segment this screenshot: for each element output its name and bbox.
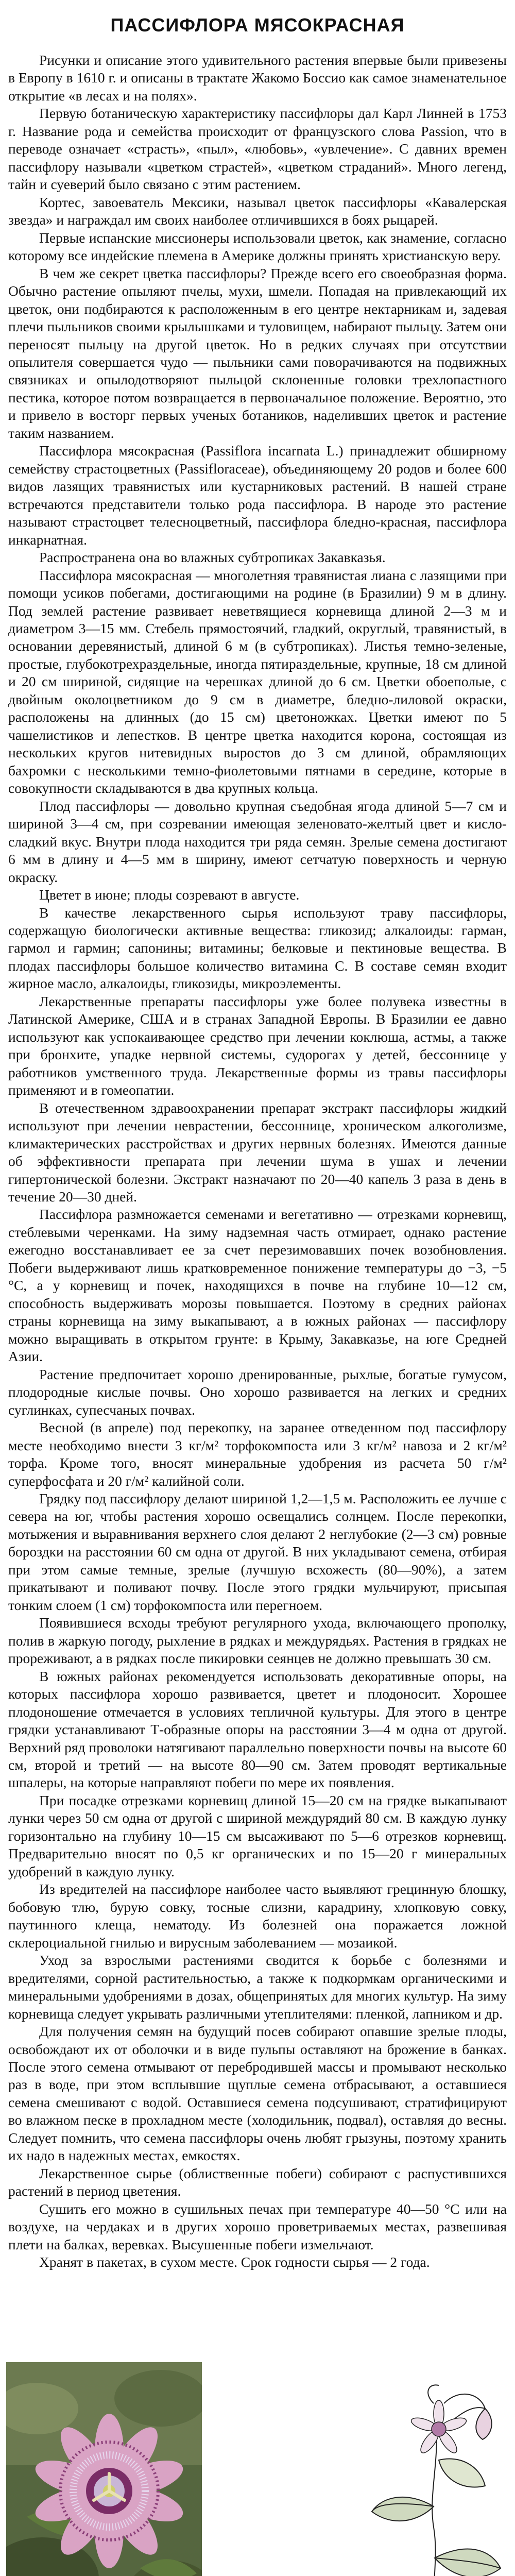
paragraph: Грядку под пассифлору делают шириной 1,2—1,5 м. Расположить ее лучше с севера на юг, чтобы растения хорошо освещались солнцем. После перекопки, мотыжения и выравнивания верхнего слоя делают 2 неглубокие (2—3 см) ровные бороздки на расстоянии 60 см одна от другой. В них укладывают семена, отбирая при этом самые темные, зрелые (лучшую всхожесть (80—90%), а затем прикатывают и поливают почву. После этого грядки мульчируют, присыпая тонким слоем (1 см) торфокомпоста или перегноем. — [8, 1490, 507, 1613]
paragraph: Появившиеся всходы требуют регулярного ухода, включающего прополку, полив в жаркую погоду, рыхление в рядках и междурядьях. Растения в грядках не прореживают, а в рядках после пикировки сеянцев не должно превышать 30 см. — [8, 1615, 507, 1667]
paragraph: Цветет в июне; плоды созревают в августе. — [39, 887, 300, 903]
paragraph: В южных районах рекомендуется использовать декоративные опоры, на которых пассифлора хорошо развивается, цветет и плодоносит. Хорошее плодоношение отмечается в условиях тепличной культуры. Для этого в центре грядки устанавливают Т-образные опоры на расстоянии 3—4 м одна от другой. Верхний ряд проволоки натягивают параллельно поверхности почвы на высоте 60 см, второй и третий — на высоте 80—90 см. Затем проводят вертикальные шпалеры, на которые направляют побеги по мере их появления. — [8, 1668, 507, 1791]
paragraph: Пассифлора мясокрасная — многолетняя травянистая лиана с лазящими при помощи усиков побегами, достигающими на родине (в Бразилии) 9 м в длину. Под землей растение развивает неветвящиеся корневища длиной 2—3 м и диаметром 3—15 мм. Стебель прямостоячий, гладкий, округлый, травянистый, в основании деревянистый, длиной 6 м (в субтропиках). Листья темно-зеленые, простые, глубокотрехраздельные, иногда пятираздельные, крупные, 18 см длиной и 20 см шириной, сидящие на черешках длиной до 6 см. Цветки обоеполые, с двойным околоцветником до 9 см в диаметре, бледно-лиловой окраски, расположены на длинных (до 15 см) цветоножках. Цветки имеют по 5 чашелистиков и лепестков. В центре цветка находится корона, состоящая из нескольких кругов нитевидных выростов до 3 см длиной, обрамляющих бахромки с несколькими темно-фиолетовыми пятнами в середине, которые в совокупности складываются в два крупных кольца. — [8, 567, 507, 796]
page-title: ПАССИФЛОРА МЯСОКРАСНАЯ — [110, 14, 405, 36]
paragraph: Плод пассифлоры — довольно крупная съедобная ягода длиной 5—7 см и шириной 3—4 см, при созревании имеющая зеленовато-желтый цвет и кисло-сладкий вкус. Внутри плода находится три ряда семян. Зрелые семена достигают 6 мм в длину и 4—5 мм в ширину, имеют сетчатую поверхность и черную окраску. — [8, 798, 507, 885]
passionflower-botanical-drawing-icon — [362, 2372, 509, 2576]
paragraph: Пассифлора размножается семенами и вегетативно — отрезками корневищ, стеблевыми черенками. На зиму надземная часть отмирает, однако растение ежегодно восстанавливает ее за счет перезимовавших почек возобновления. Побеги выдерживают лишь кратковременное понижение температуры до −3, −5 °С, а у корневищ и почек, находящихся в почве на глубине 10—12 см, способность выдерживать морозы повышается. Поэтому в средних районах страны корневища на зиму выкапывают, а в южных районах — пассифлору можно выращивать в открытом грунте: в Крыму, Закавказье, на юге Средней Азии. — [8, 1206, 507, 1365]
paragraph: В отечественном здравоохранении препарат экстракт пассифлоры жидкий используют при лечении неврастении, бессоннице, хроническом алкоголизме, климактерических расстройствах и других нервных болезнях. Имеются данные об эффективности препарата при лечении шума в ушах и лечении гипертонической болезни. Экстракт назначают по 20—40 капель 3 раза в день в течение 20—30 дней. — [8, 1099, 507, 1205]
paragraph: Лекарственные препараты пассифлоры уже более полувека известны в Латинской Америке, США и в странах Западной Европы. В Бразилии ее давно используют как успокаивающее средство при лечении коклюша, астмы, а также при бронхите, упадке нервной системы, судорогах у детей, бессоннице у работников умственного труда. Лекарственные формы из травы пассифлоры применяют и в гомеопатии. — [8, 993, 507, 1098]
illustrations — [6, 2362, 509, 2576]
paragraph: Уход за взрослыми растениями сводится к борьбе с болезнями и вредителями, сорной растительностью, а также к подкормкам органическими и минеральными удобрениями в дозах, общепринятых для многих культур. На зиму корневища следует укрывать различными утеплителями: пленкой, лапником и др. — [8, 1952, 507, 2022]
paragraph: Растение предпочитает хорошо дренированные, рыхлые, богатые гумусом, плодородные кислые почвы. Оно хорошо развивается на легких и средних суглинках, супесчаных почвах. — [8, 1366, 507, 1418]
paragraph: Первую ботаническую характеристику пассифлоры дал Карл Линней в 1753 г. Название рода и семейства происходит от французского слова Passion, что в переводе означает «страсть», «пыл», «любовь», «увлечение». С давних времен пассифлору называли «цветком страстей», «цветком страданий». Много легенд, тайн и суеверий было связано с этим растением. — [8, 105, 507, 193]
paragraph: Из вредителей на пассифлоре наиболее часто выявляют грецинную блошку, бобовую тлю, бурую совку, тосные слизни, карадрину, хлопковую совку, паутинного клеща, нематоду. Из болезней она поражается ложной склероциальной гнилью и вирусным заболеванием — мозаикой. — [8, 1881, 507, 1951]
article-body — [8, 52, 507, 2354]
paragraph: Пассифлора мясокрасная (Passiflora incarnata L.) принадлежит обширному семейству страстоцветных (Passifloraceae), объединяющему 20 родов и более 600 видов лазящих травянистых или кустарниковых растений. В нашей стране встречаются представители только рода пассифлора. В народе это растение называют страстоцвет телесноцветный, пассифлора бледно-красная, пассифлора инкарнатная. — [8, 443, 507, 548]
paragraph: При посадке отрезками корневищ длиной 15—20 см на грядке выкапывают лунки через 50 см одна от другой с шириной междурядий 80 см. В каждую лунку горизонтально на глубину 10—15 см высаживают по 5—6 отрезков корневищ. Предварительно вносят по 0,5 кг органических и по 15—20 г минеральных удобрений в каждую лунку. — [8, 1792, 507, 1879]
paragraph: Хранят в пакетах, в сухом месте. Срок годности сырья — 2 года. — [39, 2254, 430, 2270]
paragraph: В качестве лекарственного сырья используют траву пассифлоры, содержащую биологически активные вещества: гликозид; алкалоиды: гарман, гармол и гармин; сапонины; витамины; белковые и пектиновые вещества. В плодах пассифлоры большое количество витамина С. В составе семян входит жирное масло, алкалоиды, гликозиды, микроэлементы. — [8, 904, 507, 992]
paragraph: Лекарственное сырье (облиственные побеги) собирают с распустившихся растений в период цветения. — [8, 2165, 507, 2199]
paragraph: Весной (в апреле) под перекопку, на заранее отведенном под пассифлору месте необходимо внести 3 кг/м² торфокомпоста или 3 кг/м² навоза и 2 кг/м² торфа. Кроме того, вносят минеральные удобрения из расчета 50 г/м² суперфосфата и 20 г/м² калийной соли. — [8, 1419, 507, 1489]
paragraph: Распространена она во влажных субтропиках Закавказья. — [39, 549, 386, 566]
paragraph: Кортес, завоеватель Мексики, называл цветок пассифлоры «Кавалерская звезда» и награждал им своих наиболее отличившихся в боях рыцарей. — [8, 194, 507, 228]
paragraph: В чем же секрет цветка пассифлоры? Прежде всего его своеобразная форма. Обычно растение опыляют пчелы, мухи, шмели. Попадая на привлекающий их цветок, они подбираются к расположенным в его центре нектарникам и, задевая плечи пыльников своими крылышками и туловищем, набирают пыльцу. Затем они переносят пыльцу на другой цветок. Но в редких случаях при отсутствии опылителя совершается чудо — пыльники сами поворачиваются на подвижных связниках и опылодотворяют пыльцой склоненные головки трехлопастного пестика, которое потом возвращается в первоначальное положение. Вероятно, это и привело в восторг первых ученых ботаников, наделивших цветок и растение таким названием. — [8, 265, 507, 441]
paragraph: Сушить его можно в сушильных печах при температуре 40—50 °С или на воздухе, на чердаках и в других хорошо проветриваемых местах, развешивая плети на балках, веревках. Высушенные побеги измельчают. — [8, 2200, 507, 2252]
paragraph: Рисунки и описание этого удивительного растения впервые были привезены в Европу в 1610 г. и описаны в трактате Жакомо Боссио как самое знаменательное открытие «в лесах и на полях». — [8, 52, 507, 104]
passionflower-photo-icon — [6, 2362, 202, 2576]
paragraph: Для получения семян на будущий посев собирают опавшие зрелые плоды, освобождают их от оболочки и в виде пульпы оставляют на брожение в банках. После этого семена отмывают от перебродившей массы и промывают несколько раз в воде, при этом всплывшие щуплые семена отбрасывают, а оставшиеся семена смешивают с водой. Оставшиеся семена подсушивают, стратифицируют во влажном песке в прохладном месте (холодильник, подвал), оставляя до весны. Следует помнить, что семена пассифлоры очень любят грызуны, поэтому хранить их надо в надежных местах, емкостях. — [8, 2023, 507, 2164]
paragraph: Первые испанские миссионеры использовали цветок, как знамение, согласно которому все индейские племена в Америке должны принять христианскую веру. — [8, 229, 507, 264]
